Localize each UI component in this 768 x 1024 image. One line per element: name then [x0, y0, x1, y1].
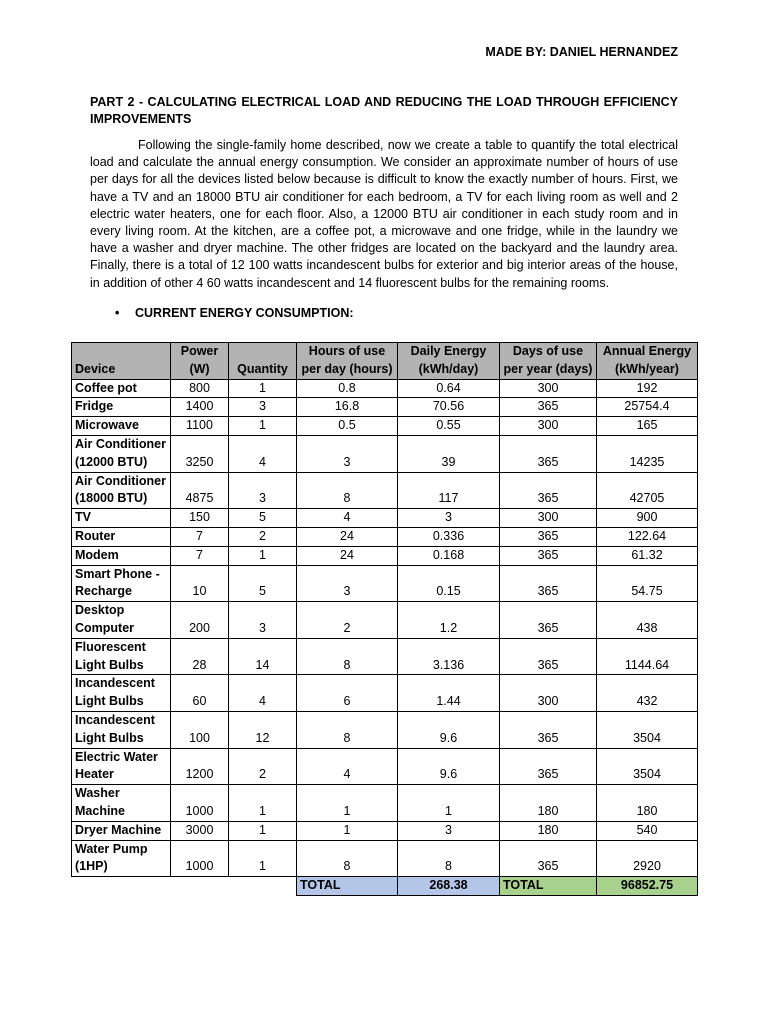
days-cell: 365 [500, 398, 597, 417]
annual-energy-cell: 2920 [597, 840, 698, 877]
table-row [72, 711, 698, 748]
quantity-cell: 1 [229, 379, 297, 398]
annual-energy-cell: 438 [597, 602, 698, 639]
device-cell: Fridge [72, 398, 171, 417]
hours-cell: 8 [297, 638, 398, 675]
header-annual-energy: Annual Energy (kWh/year) [597, 343, 698, 380]
power-cell: 28 [171, 638, 229, 675]
daily-energy-cell: 9.6 [398, 748, 500, 785]
table-row [72, 435, 698, 472]
device-cell: Microwave [72, 417, 171, 436]
section-heading: PART 2 - CALCULATING ELECTRICAL LOAD AND REDUCING THE LOAD THROUGH EFFICIENCY IMPROVEMENTS [90, 95, 678, 126]
header-daily-energy: Daily Energy (kWh/day) [398, 343, 500, 380]
quantity-cell: 4 [229, 675, 297, 712]
daily-energy-cell: 0.55 [398, 417, 500, 436]
days-cell: 300 [500, 379, 597, 398]
annual-energy-cell: 540 [597, 821, 698, 840]
power-cell: 7 [171, 546, 229, 565]
daily-energy-cell: 0.336 [398, 527, 500, 546]
power-cell: 1400 [171, 398, 229, 417]
daily-energy-cell: 3.136 [398, 638, 500, 675]
table-row [72, 546, 698, 565]
table-row [72, 748, 698, 785]
days-cell: 300 [500, 509, 597, 528]
table-row [72, 602, 698, 639]
annual-energy-cell: 180 [597, 785, 698, 822]
energy-table [71, 342, 698, 896]
annual-energy-cell: 25754.4 [597, 398, 698, 417]
quantity-cell: 3 [229, 602, 297, 639]
hours-cell: 0.5 [297, 417, 398, 436]
hours-cell: 4 [297, 748, 398, 785]
device-cell: Router [72, 527, 171, 546]
days-cell: 365 [500, 472, 597, 509]
power-cell: 4875 [171, 472, 229, 509]
bullet-icon: • [115, 306, 120, 320]
days-cell: 365 [500, 435, 597, 472]
quantity-cell: 4 [229, 435, 297, 472]
daily-energy-cell: 0.15 [398, 565, 500, 602]
device-cell: Washer Machine [72, 785, 171, 822]
power-cell: 1200 [171, 748, 229, 785]
total-row [72, 877, 698, 896]
quantity-cell: 3 [229, 398, 297, 417]
hours-cell: 3 [297, 565, 398, 602]
daily-energy-cell: 8 [398, 840, 500, 877]
power-cell: 60 [171, 675, 229, 712]
total-annual-value: 96852.75 [597, 877, 698, 896]
hours-cell: 0.8 [297, 379, 398, 398]
bullet-label: CURRENT ENERGY CONSUMPTION: [135, 306, 354, 320]
device-cell: Electric Water Heater [72, 748, 171, 785]
daily-energy-cell: 0.168 [398, 546, 500, 565]
device-cell: Modem [72, 546, 171, 565]
header-device: Device [72, 343, 171, 380]
author-line: MADE BY: DANIEL HERNANDEZ [485, 45, 678, 59]
blank-cell [229, 877, 297, 896]
device-cell: Incandescent Light Bulbs [72, 675, 171, 712]
table-row [72, 417, 698, 436]
power-cell: 200 [171, 602, 229, 639]
device-cell: Fluorescent Light Bulbs [72, 638, 171, 675]
power-cell: 100 [171, 711, 229, 748]
quantity-cell: 3 [229, 472, 297, 509]
quantity-cell: 1 [229, 785, 297, 822]
total-daily-value: 268.38 [398, 877, 500, 896]
table-row [72, 638, 698, 675]
device-cell: Air Conditioner (18000 BTU) [72, 472, 171, 509]
device-cell: Water Pump (1HP) [72, 840, 171, 877]
quantity-cell: 1 [229, 417, 297, 436]
days-cell: 365 [500, 748, 597, 785]
days-cell: 365 [500, 840, 597, 877]
annual-energy-cell: 900 [597, 509, 698, 528]
power-cell: 150 [171, 509, 229, 528]
days-cell: 365 [500, 602, 597, 639]
device-cell: Coffee pot [72, 379, 171, 398]
annual-energy-cell: 3504 [597, 748, 698, 785]
daily-energy-cell: 1 [398, 785, 500, 822]
days-cell: 180 [500, 821, 597, 840]
daily-energy-cell: 70.56 [398, 398, 500, 417]
hours-cell: 8 [297, 472, 398, 509]
header-quantity: Quantity [229, 343, 297, 380]
header-power: Power (W) [171, 343, 229, 380]
table-row [72, 785, 698, 822]
table-row [72, 675, 698, 712]
power-cell: 1100 [171, 417, 229, 436]
header-hours: Hours of use per day (hours) [297, 343, 398, 380]
days-cell: 300 [500, 675, 597, 712]
device-cell: TV [72, 509, 171, 528]
daily-energy-cell: 39 [398, 435, 500, 472]
table-row [72, 509, 698, 528]
quantity-cell: 1 [229, 546, 297, 565]
hours-cell: 8 [297, 840, 398, 877]
quantity-cell: 2 [229, 748, 297, 785]
annual-energy-cell: 14235 [597, 435, 698, 472]
table-row [72, 379, 698, 398]
annual-energy-cell: 432 [597, 675, 698, 712]
hours-cell: 2 [297, 602, 398, 639]
power-cell: 7 [171, 527, 229, 546]
hours-cell: 24 [297, 546, 398, 565]
bullet-item [115, 306, 354, 320]
hours-cell: 24 [297, 527, 398, 546]
annual-energy-cell: 3504 [597, 711, 698, 748]
table-row [72, 398, 698, 417]
quantity-cell: 5 [229, 509, 297, 528]
power-cell: 1000 [171, 785, 229, 822]
quantity-cell: 12 [229, 711, 297, 748]
days-cell: 180 [500, 785, 597, 822]
hours-cell: 4 [297, 509, 398, 528]
quantity-cell: 14 [229, 638, 297, 675]
device-cell: Dryer Machine [72, 821, 171, 840]
total-label-annual: TOTAL [500, 877, 597, 896]
annual-energy-cell: 165 [597, 417, 698, 436]
power-cell: 10 [171, 565, 229, 602]
annual-energy-cell: 54.75 [597, 565, 698, 602]
header-days: Days of use per year (days) [500, 343, 597, 380]
table-row [72, 840, 698, 877]
days-cell: 365 [500, 565, 597, 602]
header-row [72, 343, 698, 380]
hours-cell: 1 [297, 821, 398, 840]
table-row [72, 527, 698, 546]
quantity-cell: 1 [229, 840, 297, 877]
device-cell: Smart Phone - Recharge [72, 565, 171, 602]
annual-energy-cell: 42705 [597, 472, 698, 509]
power-cell: 1000 [171, 840, 229, 877]
intro-paragraph: Following the single-family home described, now we create a table to quantify the total electrical load and calculate the annual energy consumption. We consider an approximate number of hours of use per days for all the devices listed below because is difficult to know the exactly number of hours. First, we have a TV and an 18000 BTU air conditioner for each bedroom, a TV for each living room as well and 2 electric water heaters, one for each floor. Also, a 12000 BTU air conditioner in each study room and in every living room. At the kitchen, are a coffee pot, a microwave and one fridge, while in the laundry we have a washer and dryer machine. The other fridges are located on the backyard and the laundry area. Finally, there is a total of 12 100 watts incandescent bulbs for exterior and big interior areas of the house, in addition of other 4 60 watts incandescent and 14 fluorescent bulbs for the remaining rooms. [90, 138, 678, 290]
daily-energy-cell: 0.64 [398, 379, 500, 398]
days-cell: 365 [500, 527, 597, 546]
quantity-cell: 1 [229, 821, 297, 840]
days-cell: 365 [500, 638, 597, 675]
annual-energy-cell: 192 [597, 379, 698, 398]
hours-cell: 1 [297, 785, 398, 822]
total-label-daily: TOTAL [297, 877, 398, 896]
hours-cell: 6 [297, 675, 398, 712]
quantity-cell: 2 [229, 527, 297, 546]
device-cell: Incandescent Light Bulbs [72, 711, 171, 748]
power-cell: 3000 [171, 821, 229, 840]
quantity-cell: 5 [229, 565, 297, 602]
table-row [72, 472, 698, 509]
hours-cell: 8 [297, 711, 398, 748]
daily-energy-cell: 1.44 [398, 675, 500, 712]
annual-energy-cell: 61.32 [597, 546, 698, 565]
daily-energy-cell: 1.2 [398, 602, 500, 639]
hours-cell: 16.8 [297, 398, 398, 417]
power-cell: 3250 [171, 435, 229, 472]
daily-energy-cell: 117 [398, 472, 500, 509]
blank-cell [72, 877, 171, 896]
days-cell: 365 [500, 711, 597, 748]
days-cell: 300 [500, 417, 597, 436]
power-cell: 800 [171, 379, 229, 398]
table-row [72, 565, 698, 602]
daily-energy-cell: 3 [398, 509, 500, 528]
hours-cell: 3 [297, 435, 398, 472]
table-row [72, 821, 698, 840]
annual-energy-cell: 122.64 [597, 527, 698, 546]
blank-cell [171, 877, 229, 896]
device-cell: Air Conditioner (12000 BTU) [72, 435, 171, 472]
daily-energy-cell: 3 [398, 821, 500, 840]
days-cell: 365 [500, 546, 597, 565]
daily-energy-cell: 9.6 [398, 711, 500, 748]
device-cell: Desktop Computer [72, 602, 171, 639]
annual-energy-cell: 1144.64 [597, 638, 698, 675]
